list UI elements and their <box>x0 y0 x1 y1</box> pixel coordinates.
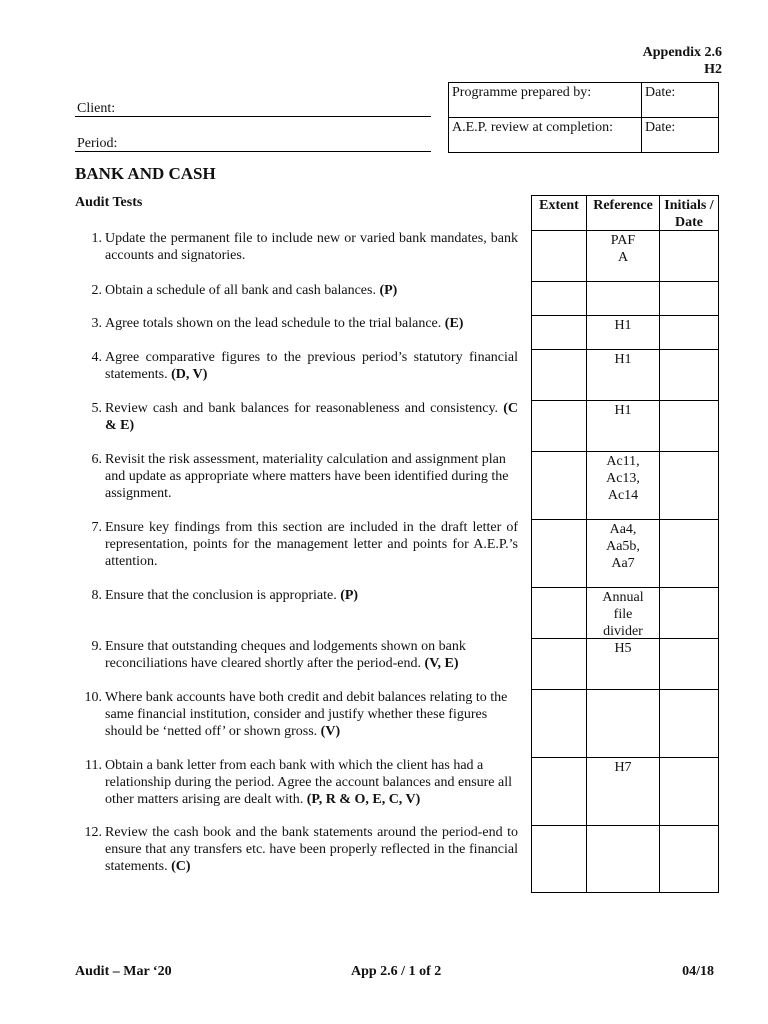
reference-cell: H1 <box>586 315 659 349</box>
assertion-code: (C) <box>171 859 191 874</box>
initials-cell <box>659 230 719 281</box>
reference-cell: H1 <box>586 349 659 400</box>
item-text: Where bank accounts have both credit and debit balances relating to the same financial institution, consider and justify whether these figures should be ‘netted off’ or shown gross. <box>105 690 508 739</box>
audit-item <box>80 282 518 299</box>
extent-cell <box>531 281 586 315</box>
review-date-label: Date: <box>642 118 719 153</box>
initials-cell <box>659 757 719 825</box>
audit-item <box>80 519 518 570</box>
item-text: Review the cash book and the bank statements around the period-end to ensure that any transfers etc. have been properly reflected in the financial statements. <box>105 825 518 874</box>
grid-row-10 <box>531 689 719 757</box>
reference-cell: Aa4, Aa5b, Aa7 <box>586 519 659 587</box>
grid-row-2 <box>531 281 719 315</box>
client-label: Client: <box>77 101 116 116</box>
footer-left: Audit – Mar ‘20 <box>75 964 172 979</box>
reference-cell: PAF A <box>586 230 659 281</box>
assertion-code: (P) <box>340 588 359 603</box>
initials-cell <box>659 281 719 315</box>
item-text: Update the permanent file to include new or varied bank mandates, bank accounts and signatories. <box>105 231 518 263</box>
grid-row-7 <box>531 519 719 587</box>
item-number: 3. <box>91 316 102 331</box>
programme-table <box>448 82 719 153</box>
grid-bottom-border <box>531 892 719 893</box>
assertion-code: (E) <box>444 316 464 331</box>
extent-cell <box>531 451 586 519</box>
prepared-date-label: Date: <box>642 83 719 118</box>
item-text: Revisit the risk assessment, materiality calculation and assignment plan and update as appropriate where matters have been identified during the assignment. <box>105 452 509 501</box>
audit-item <box>80 451 518 502</box>
item-number: 11. <box>85 758 102 773</box>
reference-cell: H7 <box>586 757 659 825</box>
audit-tests-heading: Audit Tests <box>75 195 143 210</box>
audit-item <box>80 587 518 604</box>
prepared-by-label: Programme prepared by: <box>449 83 642 118</box>
initials-cell <box>659 638 719 689</box>
item-text: Review cash and bank balances for reasonableness and consistency. <box>105 401 499 416</box>
footer-page: App 2.6 / 1 of 2 <box>351 964 442 979</box>
assertion-code: (P, R & O, E, C, V) <box>306 792 421 807</box>
audit-item <box>80 689 518 740</box>
reference-cell: H1 <box>586 400 659 451</box>
grid-row-6 <box>531 451 719 519</box>
reference-cell <box>586 825 659 892</box>
section-code: H2 <box>704 62 722 77</box>
item-text: Agree comparative figures to the previous period’s statutory financial statements. <box>105 350 518 382</box>
grid-row-5 <box>531 400 719 451</box>
audit-item <box>80 400 518 434</box>
period-line <box>75 151 431 152</box>
initials-cell <box>659 315 719 349</box>
grid-row-11 <box>531 757 719 825</box>
extent-header: Extent <box>531 195 586 230</box>
grid-row-12 <box>531 825 719 892</box>
assertion-code: (D, V) <box>171 367 208 382</box>
extent-cell <box>531 349 586 400</box>
footer-date: 04/18 <box>682 964 714 979</box>
grid-row-4 <box>531 349 719 400</box>
reference-cell <box>586 281 659 315</box>
initials-cell <box>659 400 719 451</box>
audit-item <box>80 824 518 875</box>
extent-cell <box>531 519 586 587</box>
extent-cell <box>531 638 586 689</box>
item-number: 12. <box>84 825 102 840</box>
initials-cell <box>659 519 719 587</box>
audit-item <box>80 757 518 808</box>
item-number: 1. <box>91 231 102 246</box>
assertion-code: (V, E) <box>424 656 459 671</box>
grid-row-9 <box>531 638 719 689</box>
item-text: Agree totals shown on the lead schedule to the trial balance. <box>105 316 442 331</box>
item-text: Ensure that the conclusion is appropriate. <box>105 588 337 603</box>
assertion-code: (P) <box>379 283 398 298</box>
section-title: BANK AND CASH <box>75 164 216 183</box>
grid-row-1 <box>531 230 719 281</box>
initials-header: Initials / Date <box>659 195 719 230</box>
initials-cell <box>659 825 719 892</box>
item-number: 10. <box>84 690 102 705</box>
audit-item <box>80 230 518 264</box>
item-number: 9. <box>91 639 102 654</box>
item-text: Ensure that outstanding cheques and lodgements shown on bank reconciliations have cleared shortly after the period-end. <box>105 639 466 671</box>
appendix-label <box>522 44 722 78</box>
extent-cell <box>531 400 586 451</box>
initials-cell <box>659 587 719 638</box>
reference-cell: Ac11, Ac13, Ac14 <box>586 451 659 519</box>
reference-cell <box>586 689 659 757</box>
assertion-code: (V) <box>320 724 341 739</box>
extent-cell <box>531 825 586 892</box>
initials-cell <box>659 349 719 400</box>
reference-header: Reference <box>586 195 659 230</box>
appendix-number: Appendix 2.6 <box>642 45 722 60</box>
item-text: Ensure key findings from this section are included in the draft letter of representation, points for the management letter and points for A.E.P.’s attention. <box>105 520 518 569</box>
extent-cell <box>531 230 586 281</box>
item-number: 7. <box>91 520 102 535</box>
item-number: 8. <box>91 588 102 603</box>
reference-cell: Annual file divider <box>586 587 659 638</box>
item-number: 6. <box>91 452 102 467</box>
item-text: Obtain a schedule of all bank and cash balances. <box>105 283 376 298</box>
audit-item <box>80 349 518 383</box>
item-text: Obtain a bank letter from each bank with which the client has had a relationship during the period. Agree the account balances and ensure all other matters arising are dealt with. <box>105 758 513 807</box>
extent-cell <box>531 689 586 757</box>
initials-cell <box>659 689 719 757</box>
assertion-code: (C & E) <box>105 401 518 433</box>
item-number: 5. <box>91 401 102 416</box>
audit-item <box>80 638 518 672</box>
client-line <box>75 116 431 117</box>
initials-cell <box>659 451 719 519</box>
reference-cell: H5 <box>586 638 659 689</box>
review-label: A.E.P. review at completion: <box>449 118 642 153</box>
grid-header-row <box>531 195 719 230</box>
audit-item <box>80 315 518 332</box>
grid-row-3 <box>531 315 719 349</box>
item-number: 2. <box>91 283 102 298</box>
extent-cell <box>531 587 586 638</box>
extent-cell <box>531 315 586 349</box>
period-label: Period: <box>77 136 118 151</box>
extent-cell <box>531 757 586 825</box>
item-number: 4. <box>91 350 102 365</box>
grid-row-8 <box>531 587 719 638</box>
